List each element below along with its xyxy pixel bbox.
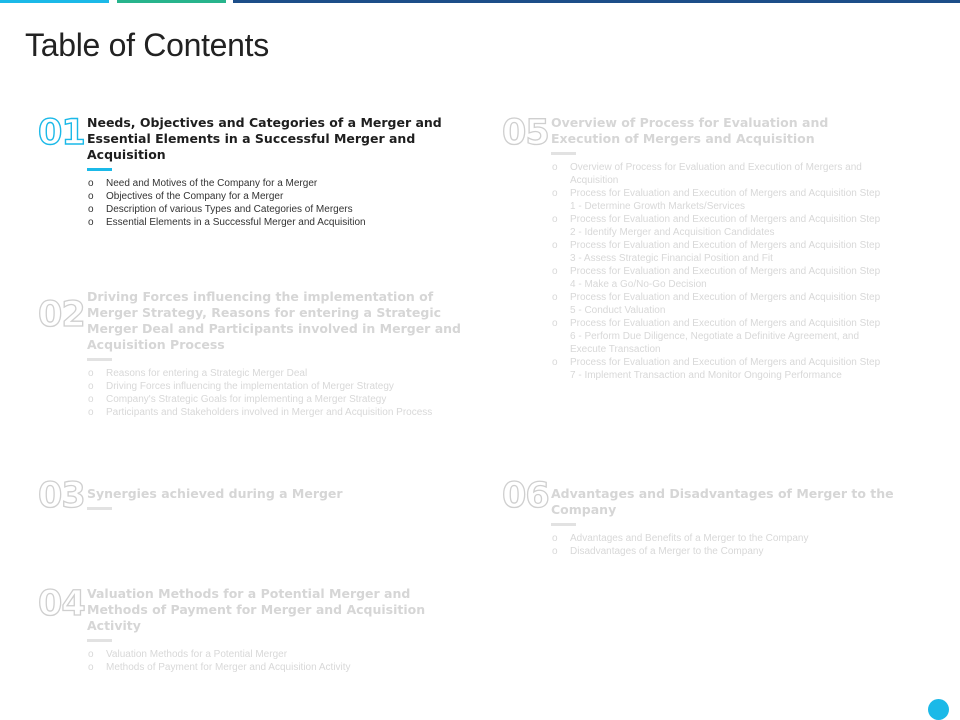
section-rule (551, 152, 576, 155)
bullet-icon: o (552, 240, 558, 251)
section-item-text: Advantages and Benefits of a Merger to the Company (570, 533, 809, 544)
page-title: Table of Contents (25, 27, 269, 63)
section-item (87, 393, 467, 406)
bullet-icon: o (88, 649, 94, 660)
bullet-icon: o (88, 178, 94, 189)
section-item (551, 265, 886, 291)
bullet-icon: o (552, 546, 558, 557)
bullet-icon: o (552, 533, 558, 544)
section-item-text: Reasons for entering a Strategic Merger Deal (106, 368, 308, 379)
section-number: 06 (502, 476, 549, 516)
section-title: Needs, Objectives and Categories of a Merger and Essential Elements in a Successful Merger and Acquisition (87, 115, 442, 162)
section-item (551, 356, 886, 382)
section-title: Synergies achieved during a Merger (87, 486, 343, 501)
section-item-text: Methods of Payment for Merger and Acquisition Activity (106, 662, 351, 673)
section-rule (551, 523, 576, 526)
section-number: 05 (502, 113, 549, 153)
section-item-text: Process for Evaluation and Execution of Mergers and Acquisition Step 4 - Make a Go/No-Go Decision (570, 266, 881, 290)
section-rule (87, 168, 112, 171)
section-item-text: Process for Evaluation and Execution of Mergers and Acquisition Step 7 - Implement Transaction and Monitor Ongoing Performance (570, 357, 881, 381)
bullet-icon: o (552, 214, 558, 225)
section-item-text: Valuation Methods for a Potential Merger (106, 649, 288, 660)
bullet-icon: o (88, 407, 94, 418)
section-item-list (87, 177, 467, 229)
bullet-icon: o (552, 357, 558, 368)
bullet-icon: o (552, 162, 558, 173)
section-item (551, 161, 886, 187)
section-number: 02 (38, 295, 85, 335)
section-item (87, 406, 467, 419)
section-item (87, 216, 467, 229)
section-item (87, 648, 467, 661)
bullet-icon: o (552, 266, 558, 277)
section-item (551, 317, 886, 356)
section-item-text: Process for Evaluation and Execution of Mergers and Acquisition Step 1 - Determine Growth Markets/Services (570, 188, 881, 212)
section-item-text: Process for Evaluation and Execution of Mergers and Acquisition Step 6 - Perform Due Diligence, Negotiate a Definitive Agreement, and Execute Transaction (570, 318, 881, 355)
bullet-icon: o (88, 217, 94, 228)
section-item-text: Objectives of the Company for a Merger (106, 191, 284, 202)
bullet-icon: o (88, 381, 94, 392)
bullet-icon: o (552, 292, 558, 303)
section-item (551, 187, 886, 213)
section-number: 01 (38, 113, 85, 153)
slide-nav-dot[interactable] (928, 699, 949, 720)
section-item (87, 177, 467, 190)
section-item (551, 291, 886, 317)
section-rule (87, 639, 112, 642)
bullet-icon: o (552, 188, 558, 199)
section-item (87, 203, 467, 216)
section-rule (87, 358, 112, 361)
section-item-text: Overview of Process for Evaluation and Execution of Mergers and Acquisition (570, 162, 862, 186)
section-item-text: Process for Evaluation and Execution of Mergers and Acquisition Step 3 - Assess Strategic Financial Position and Fit (570, 240, 881, 264)
section-item (551, 239, 886, 265)
bullet-icon: o (552, 318, 558, 329)
section-number: 04 (38, 584, 85, 624)
bullet-icon: o (88, 368, 94, 379)
section-item (87, 367, 467, 380)
bullet-icon: o (88, 204, 94, 215)
section-item-text: Participants and Stakeholders involved in Merger and Acquisition Process (106, 407, 433, 418)
section-item-text: Need and Motives of the Company for a Merger (106, 178, 318, 189)
section-item (87, 190, 467, 203)
section-item-text: Essential Elements in a Successful Merger and Acquisition (106, 217, 366, 228)
section-item-list (87, 648, 467, 674)
bullet-icon: o (88, 394, 94, 405)
section-item-text: Disadvantages of a Merger to the Company (570, 546, 764, 557)
section-item (87, 661, 467, 674)
section-item (87, 380, 467, 393)
section-item (551, 545, 951, 558)
top-accent-bar-cyan (0, 0, 109, 3)
section-title: Valuation Methods for a Potential Merger and Methods of Payment for Merger and Acquisition Activity (87, 586, 426, 633)
section-item-list (551, 161, 886, 382)
bullet-icon: o (88, 191, 94, 202)
top-accent-bar-navy (233, 0, 960, 3)
section-item-text: Description of various Types and Categories of Mergers (106, 204, 353, 215)
top-accent-bar-green (117, 0, 226, 3)
section-item-text: Process for Evaluation and Execution of Mergers and Acquisition Step 2 - Identify Merger and Acquisition Candidates (570, 214, 881, 238)
section-title: Driving Forces influencing the implementation of Merger Strategy, Reasons for entering a Strategic Merger Deal and Participants involved in Merger and Acquisition Process (87, 289, 461, 352)
section-number: 03 (38, 476, 85, 516)
section-item-text: Company's Strategic Goals for implementing a Merger Strategy (106, 394, 387, 405)
section-item-list (551, 532, 951, 558)
section-title: Overview of Process for Evaluation and Execution of Mergers and Acquisition (551, 115, 829, 146)
section-rule (87, 507, 112, 510)
section-title: Advantages and Disadvantages of Merger to the Company (551, 486, 894, 517)
section-item-list (87, 367, 467, 419)
bullet-icon: o (88, 662, 94, 673)
section-item (551, 213, 886, 239)
section-item-text: Process for Evaluation and Execution of Mergers and Acquisition Step 5 - Conduct Valuation (570, 292, 881, 316)
section-item (551, 532, 951, 545)
section-item-text: Driving Forces influencing the implementation of Merger Strategy (106, 381, 394, 392)
